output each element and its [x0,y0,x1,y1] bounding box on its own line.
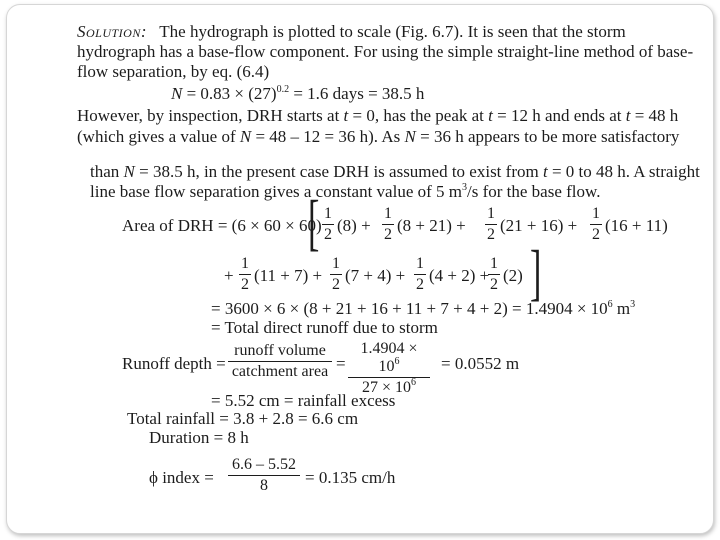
p3-text: = 38.5 h, in the present case DRH is assumed to exist from [134,162,543,181]
fraction-half [488,255,500,294]
runoff-fraction-2 [348,340,430,397]
fraction-num: 1 [487,205,495,222]
fraction-den: 2 [490,276,498,293]
fraction-half [239,255,251,294]
phi-num: 6.6 – 5.52 [232,456,296,473]
p2-text: = 48 – 12 = 36 h). As [251,127,405,146]
p2-line-1 [77,106,678,126]
fraction-den: 2 [324,226,332,243]
p2-text: = 0, has the peak at [348,106,489,125]
p3-text: than [90,162,124,181]
runoff-exponent: 6 [394,356,400,367]
n-symbol: N [171,84,183,103]
fraction-den: 2 [241,276,249,293]
n-result: = 1.6 days = 38.5 h [289,84,425,103]
fraction-half [382,205,394,244]
p3-line-2 [90,182,600,202]
n-formula [171,84,424,104]
phi-den: 8 [260,477,268,494]
unit-exponent: 3 [462,182,467,193]
area-term-1: (8) + [337,216,371,235]
right-bracket: ] [530,239,542,307]
area-label: Area of DRH = (6 × 60 × 60) [122,216,322,235]
area-term-6: (7 + 4) + [345,266,406,285]
runoff-den: catchment area [231,363,329,380]
n-symbol: N [123,162,135,181]
fraction-half [414,255,426,294]
area-term-2: (8 + 21) + [397,216,466,235]
t-symbol: t [488,106,493,125]
n-exponent: 0.2 [276,84,290,95]
solution-line-1 [77,22,626,42]
runoff-label: Runoff depth = [122,354,226,373]
fraction-den: 2 [487,226,495,243]
unit-exponent: 3 [630,299,636,310]
fraction-den: 2 [592,226,600,243]
runoff-num-2 [348,340,430,376]
n-symbol: N [239,127,252,146]
p2-text: = 36 h appears to be more satisfactory [415,127,680,146]
runoff-exponent: 6 [411,377,417,388]
p2-line-2 [77,127,679,147]
fraction-num: 1 [490,255,498,272]
area-result-text: = 3600 × 6 × (8 + 21 + 16 + 11 + 7 + 4 + 2) = 1.4904 × 10 [211,299,608,318]
area-term-4: (16 + 11) [605,216,668,235]
fraction-num: 1 [241,255,249,272]
p1-line-2: hydrograph has a base-flow component. For using the simple straight-line method of base- [77,42,694,61]
runoff-num-2-text: 1.4904 × 10 [360,340,418,375]
n-symbol: N [404,127,416,146]
area-plus: + [224,266,234,285]
runoff-fraction [228,342,332,381]
fraction-den: 2 [332,276,340,293]
t-symbol: t [542,162,548,181]
runoff-result: = 0.0552 m [441,354,520,373]
fraction-den: 2 [384,226,392,243]
area-result-2: = Total direct runoff due to storm [211,318,438,337]
fraction-num: 1 [324,205,332,222]
area-term-8: (2) [503,266,523,285]
phi-fraction [228,456,300,495]
area-term-3: (21 + 16) + [500,216,578,235]
fraction-num: 1 [332,255,340,272]
p2-text: However, by inspection, DRH starts at [77,106,344,125]
p1-line-1: The hydrograph is plotted to scale (Fig. 6.7). It is seen that the storm [159,22,626,41]
p3-line-1 [90,162,700,182]
fraction-num: 1 [416,255,424,272]
left-bracket: [ [308,189,320,257]
area-unit: m [612,299,631,318]
runoff-line-2: = 5.52 cm = rainfall excess [211,391,396,410]
fraction-num: 1 [592,205,600,222]
p2-text: (which gives a value of [77,127,240,146]
fraction-half [485,205,497,244]
duration: Duration = 8 h [149,428,249,447]
n-expr: = 0.83 × (27) [186,84,277,103]
solution-label: Solution: [77,22,148,41]
p3-text: line base flow separation gives a constant value of 5 m [90,182,462,201]
phi-index-label: ϕ index = [149,468,214,487]
area-term-5: (11 + 7) + [254,266,323,285]
fraction-half [590,205,602,244]
area-exponent: 6 [607,299,613,310]
phi-result: = 0.135 cm/h [305,468,396,487]
fraction-half [330,255,342,294]
t-symbol: t [625,106,631,125]
p3-text: /s for the base flow. [467,182,601,201]
p2-text: = 12 h and ends at [492,106,626,125]
area-result [211,299,635,319]
p2-text: = 48 h [630,106,679,125]
t-symbol: t [343,106,349,125]
fraction-den: 2 [416,276,424,293]
area-term-7: (4 + 2) + [429,266,490,285]
runoff-num: runoff volume [234,342,326,359]
fraction-half [322,205,334,244]
total-rainfall: Total rainfall = 3.8 + 2.8 = 6.6 cm [127,409,359,428]
runoff-den-2-text: 27 × 10 [361,379,412,396]
fraction-num: 1 [384,205,392,222]
runoff-eq: = [336,354,346,373]
p1-line-3: flow separation, by eq. (6.4) [77,62,270,81]
p3-text: = 0 to 48 h. A straight [547,162,700,181]
